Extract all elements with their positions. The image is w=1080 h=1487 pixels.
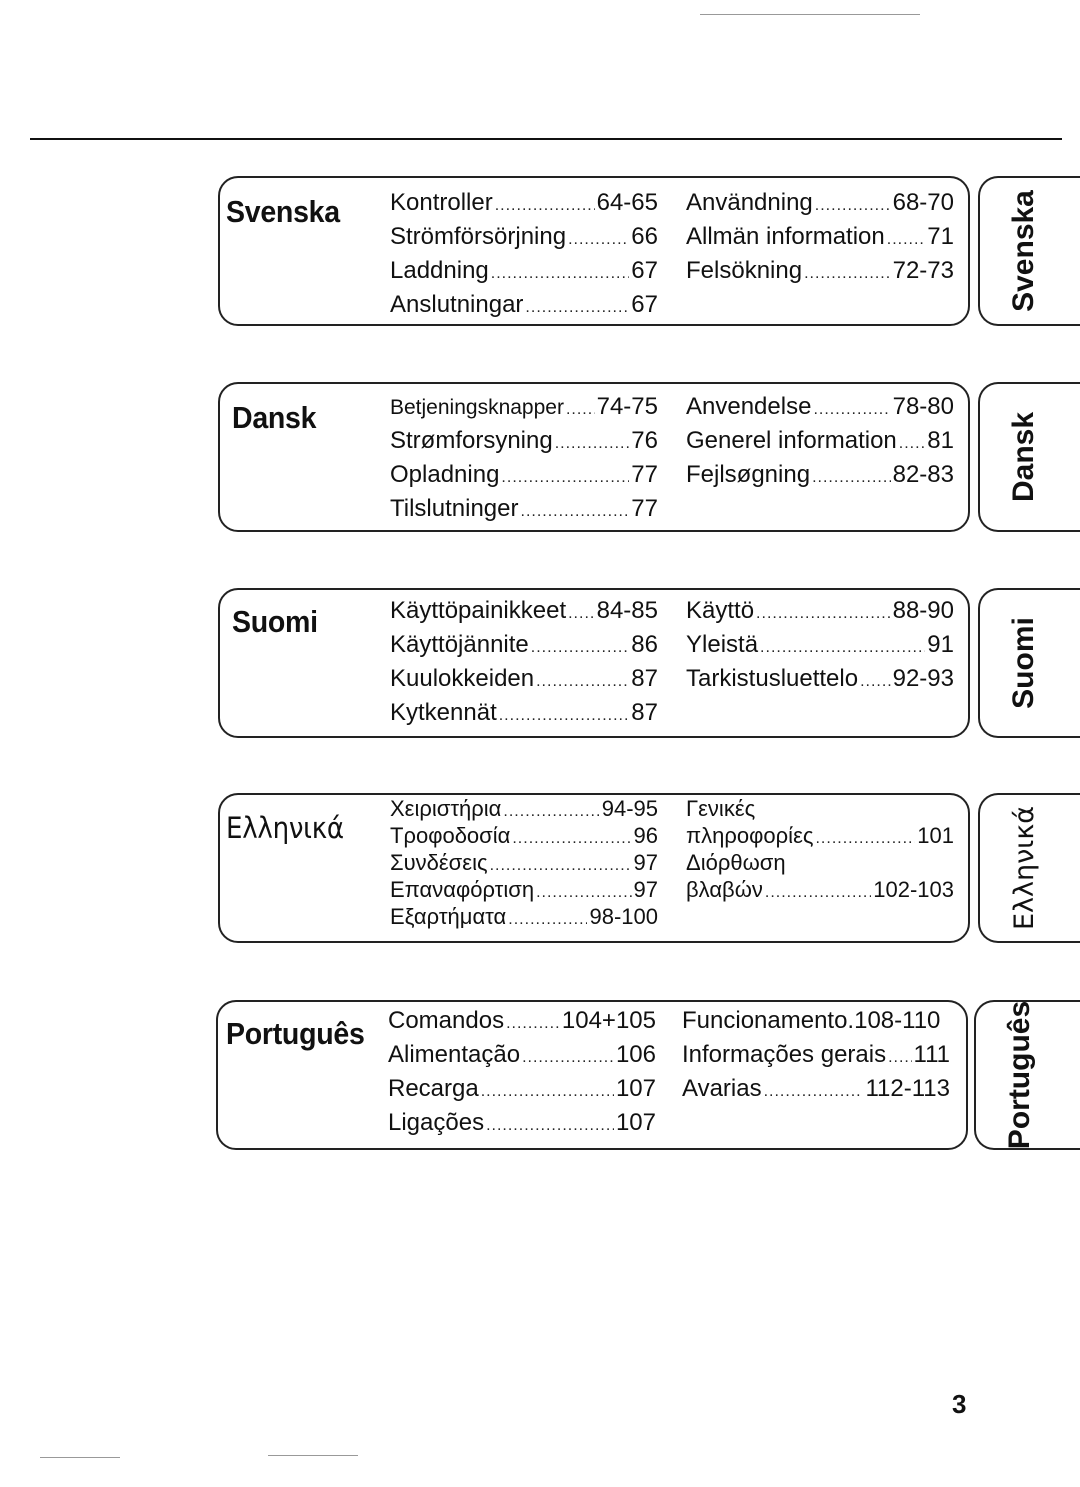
leader-dots xyxy=(512,825,631,852)
leader-dots xyxy=(860,665,891,699)
toc-entry-page: 96 xyxy=(633,823,658,848)
leader-dots xyxy=(486,1109,614,1143)
toc-entry-label: Recarga xyxy=(388,1075,479,1102)
leader-dots xyxy=(503,798,599,825)
toc-entry-label: Τροφοδοσία xyxy=(390,823,511,848)
toc-entry-page: 112-113 xyxy=(865,1075,950,1102)
toc-column-right xyxy=(686,795,954,903)
side-tab-suomi[interactable] xyxy=(978,588,1080,738)
toc-entry-label: Tilslutninger xyxy=(390,495,519,522)
toc-entry-page: 88-90 xyxy=(892,597,954,624)
toc-entry-page: 84-85 xyxy=(596,597,658,624)
toc-entry-label: Yleistä xyxy=(686,631,759,658)
toc-entry-heading[interactable] xyxy=(686,795,954,822)
toc-entry-label: Funcionamento. xyxy=(682,1007,855,1034)
leader-dots xyxy=(765,879,871,906)
toc-column-left xyxy=(390,594,658,730)
side-tab-label: Suomi xyxy=(1007,617,1040,709)
toc-entry-label: Käyttö xyxy=(686,597,755,624)
toc-entry-label: Anslutningar xyxy=(390,291,524,318)
leader-dots xyxy=(525,291,629,325)
toc-entry-label: Εξαρτήματα xyxy=(390,904,507,929)
toc-entry-page: 92-93 xyxy=(892,665,954,692)
leader-dots xyxy=(555,427,630,461)
toc-entry-page: 104+105 xyxy=(561,1007,656,1034)
toc-entry[interactable] xyxy=(390,492,658,526)
toc-entry[interactable] xyxy=(390,822,658,849)
top-rule xyxy=(30,138,1062,140)
toc-column-right xyxy=(682,1004,950,1106)
toc-entry-label: Fejlsøgning xyxy=(686,461,811,488)
toc-entry-label: Kontroller xyxy=(390,189,493,216)
toc-entry-label: βλαβών xyxy=(686,877,763,902)
leader-dots xyxy=(491,257,630,291)
leader-dots xyxy=(495,189,595,223)
side-tab-label: Ελληνικά xyxy=(1008,805,1040,931)
leader-dots xyxy=(506,1007,560,1041)
toc-entry-page: 66 xyxy=(631,223,658,250)
toc-entry[interactable] xyxy=(388,1038,656,1072)
toc-entry[interactable] xyxy=(682,1004,950,1038)
toc-entry[interactable] xyxy=(686,220,954,254)
toc-entry-label: Generel information xyxy=(686,427,897,454)
toc-entry[interactable] xyxy=(388,1072,656,1106)
toc-entry-page: 94-95 xyxy=(601,796,658,821)
leader-dots xyxy=(522,1041,614,1075)
toc-entry-label: Γενικές xyxy=(686,796,756,821)
side-tab-label: Português xyxy=(1003,1000,1036,1150)
leader-dots xyxy=(804,257,891,291)
toc-entry[interactable] xyxy=(686,822,954,849)
side-tab-ellinika[interactable] xyxy=(978,793,1080,943)
leader-dots xyxy=(536,665,629,699)
leader-dots xyxy=(501,461,629,495)
toc-entry-label: Alimentação xyxy=(388,1041,521,1068)
toc-entry[interactable] xyxy=(390,254,658,288)
side-tab-dansk[interactable] xyxy=(978,382,1080,532)
toc-entry-page: 102-103 xyxy=(873,877,954,902)
toc-entry-label: Informações gerais xyxy=(682,1041,887,1068)
toc-entry[interactable] xyxy=(390,849,658,876)
leader-dots xyxy=(887,223,926,257)
toc-entry-page: 76 xyxy=(631,427,658,454)
toc-entry-page: 78-80 xyxy=(892,393,954,420)
toc-entry-page: 106 xyxy=(615,1041,656,1068)
toc-column-left xyxy=(390,186,658,322)
toc-entry-page: 81 xyxy=(927,427,954,454)
toc-entry-page: 108-110 xyxy=(854,1007,941,1034)
toc-entry-page: 74-75 xyxy=(596,393,658,420)
side-tab-portugues[interactable] xyxy=(974,1000,1080,1150)
language-title: Português xyxy=(226,1016,365,1051)
toc-entry-page: 71 xyxy=(927,223,954,250)
leader-dots xyxy=(812,461,891,495)
toc-entry[interactable] xyxy=(390,390,658,424)
toc-entry[interactable] xyxy=(686,876,954,903)
toc-entry-heading[interactable] xyxy=(686,849,954,876)
leader-dots xyxy=(815,825,915,852)
toc-entry-label: Anvendelse xyxy=(686,393,812,420)
leader-dots xyxy=(899,427,926,461)
language-title: Svenska xyxy=(226,194,340,229)
toc-entry[interactable] xyxy=(682,1038,950,1072)
toc-entry-page: 68-70 xyxy=(892,189,954,216)
toc-entry-label: Tarkistusluettelo xyxy=(686,665,859,692)
leader-dots xyxy=(756,597,891,631)
toc-entry-label: Användning xyxy=(686,189,813,216)
toc-entry-page: 97 xyxy=(633,877,658,902)
leader-dots xyxy=(568,597,595,631)
toc-entry-page: 111 xyxy=(913,1041,950,1068)
toc-entry[interactable] xyxy=(388,1004,656,1038)
scan-noise-bottom-2 xyxy=(268,1455,358,1456)
toc-entry[interactable] xyxy=(390,186,658,220)
toc-entry-page: 82-83 xyxy=(892,461,954,488)
side-tab-label: Svenska xyxy=(1007,190,1040,312)
toc-entry[interactable] xyxy=(390,220,658,254)
toc-entry[interactable] xyxy=(390,903,658,930)
toc-entry-page: 67 xyxy=(631,291,658,318)
toc-entry-label: Käyttöjännite xyxy=(390,631,529,658)
leader-dots xyxy=(508,906,587,933)
toc-column-right xyxy=(686,594,954,696)
toc-column-left xyxy=(388,1004,656,1140)
toc-entry[interactable] xyxy=(390,662,658,696)
toc-entry[interactable] xyxy=(390,424,658,458)
toc-entry-label: Ligações xyxy=(388,1109,485,1136)
toc-entry-page: 87 xyxy=(631,699,658,726)
toc-entry-page: 101 xyxy=(917,823,954,848)
toc-entry[interactable] xyxy=(682,1072,950,1106)
toc-entry-label: Avarias xyxy=(682,1075,762,1102)
leader-dots xyxy=(568,223,629,257)
toc-entry-page: 107 xyxy=(615,1075,656,1102)
leader-dots xyxy=(481,1075,614,1109)
leader-dots xyxy=(536,879,631,906)
toc-entry-page: 64-65 xyxy=(596,189,658,216)
toc-entry-label: Comandos xyxy=(388,1007,505,1034)
language-title: Suomi xyxy=(232,604,318,639)
leader-dots xyxy=(531,631,630,665)
side-tab-label: Dansk xyxy=(1007,411,1040,503)
toc-entry-label: πληροφορίες xyxy=(686,823,814,848)
toc-entry-page: 67 xyxy=(631,257,658,284)
toc-entry-label: Betjeningsknapper xyxy=(390,396,564,419)
toc-entry[interactable] xyxy=(686,458,954,492)
leader-dots xyxy=(499,699,630,733)
toc-entry-page: 87 xyxy=(631,665,658,692)
toc-entry[interactable] xyxy=(390,876,658,903)
toc-entry[interactable] xyxy=(686,424,954,458)
toc-column-right xyxy=(686,186,954,288)
toc-entry-page: 98-100 xyxy=(589,904,658,929)
toc-entry-label: Kytkennät xyxy=(390,699,497,726)
toc-entry-page: 97 xyxy=(633,850,658,875)
leader-dots xyxy=(566,393,595,427)
leader-dots xyxy=(521,495,630,529)
toc-entry-page: 107 xyxy=(615,1109,656,1136)
toc-entry-label: Strømforsyning xyxy=(390,427,553,454)
toc-entry-page: 72-73 xyxy=(892,257,954,284)
toc-entry[interactable] xyxy=(390,696,658,730)
leader-dots xyxy=(888,1041,911,1075)
toc-entry-label: Διόρθωση xyxy=(686,850,786,875)
scan-noise-bottom xyxy=(40,1457,120,1458)
toc-entry-label: Χειριστήρια xyxy=(390,796,502,821)
toc-entry[interactable] xyxy=(686,628,954,662)
toc-entry[interactable] xyxy=(388,1106,656,1140)
toc-entry-label: Συνδέσεις xyxy=(390,850,488,875)
leader-dots xyxy=(764,1075,864,1109)
toc-entry[interactable] xyxy=(390,288,658,322)
leader-dots xyxy=(813,393,890,427)
toc-entry-label: Opladning xyxy=(390,461,500,488)
language-title: Dansk xyxy=(232,400,317,435)
toc-entry[interactable] xyxy=(390,628,658,662)
toc-entry-label: Allmän information xyxy=(686,223,885,250)
toc-entry[interactable] xyxy=(390,594,658,628)
toc-entry[interactable] xyxy=(686,662,954,696)
toc-column-left xyxy=(390,795,658,930)
toc-entry[interactable] xyxy=(686,390,954,424)
toc-entry-label: Επαναφόρτιση xyxy=(390,877,535,902)
scan-noise-top xyxy=(700,14,920,15)
toc-entry-label: Kuulokkeiden xyxy=(390,665,535,692)
toc-entry-page: 91 xyxy=(927,631,954,658)
leader-dots xyxy=(760,631,925,665)
language-title: Ελληνικά xyxy=(226,811,344,845)
toc-entry[interactable] xyxy=(390,458,658,492)
toc-entry-page: 77 xyxy=(631,495,658,522)
toc-column-right xyxy=(686,390,954,492)
toc-entry-label: Käyttöpainikkeet xyxy=(390,597,567,624)
toc-entry[interactable] xyxy=(686,186,954,220)
page-number: 3 xyxy=(952,1389,967,1419)
toc-entry-label: Laddning xyxy=(390,257,489,284)
toc-entry[interactable] xyxy=(390,795,658,822)
toc-column-left xyxy=(390,390,658,526)
toc-entry[interactable] xyxy=(686,594,954,628)
toc-entry-page: 77 xyxy=(631,461,658,488)
toc-entry-page: 86 xyxy=(631,631,658,658)
leader-dots xyxy=(815,189,891,223)
toc-entry-label: Strömförsörjning xyxy=(390,223,567,250)
toc-entry-label: Felsökning xyxy=(686,257,803,284)
side-tab-svenska[interactable] xyxy=(978,176,1080,326)
toc-entry[interactable] xyxy=(686,254,954,288)
leader-dots xyxy=(490,852,632,879)
